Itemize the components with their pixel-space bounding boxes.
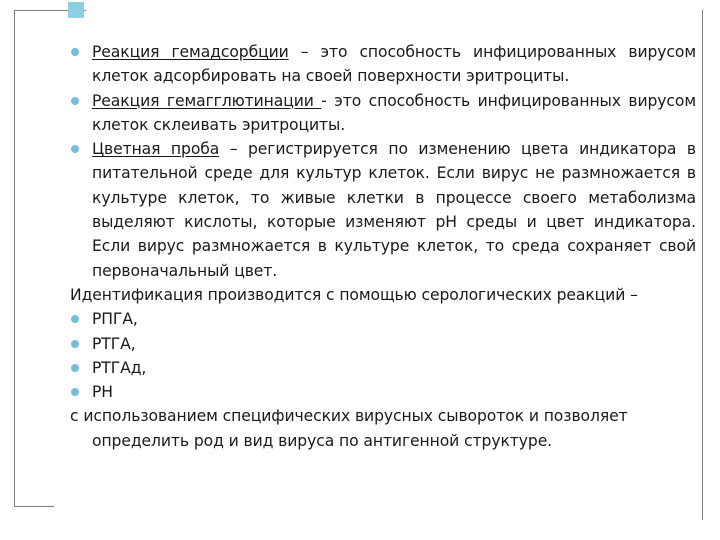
slide-content — [70, 40, 696, 453]
bullet-icon — [71, 340, 79, 348]
bullet-icon — [71, 388, 79, 396]
identification-text: Идентификация производится с помощью серологических реакций – — [70, 285, 638, 304]
frame-right-line — [702, 10, 703, 520]
reaction-item — [70, 332, 696, 356]
bullet-icon — [71, 145, 79, 153]
corner-square-decoration — [68, 2, 84, 18]
bullet-icon — [71, 315, 79, 323]
term-color-test: Цветная проба — [92, 140, 220, 159]
conclusion-line-1: с использованием специфических вирусных сывороток и позволяет — [70, 407, 628, 426]
reaction-item — [70, 380, 696, 404]
reaction-item — [70, 307, 696, 331]
conclusion-line-2: определить род и вид вируса по антигенной структуре. — [92, 431, 553, 450]
bullet-item-hemadsorption — [70, 40, 696, 89]
reaction-item — [70, 356, 696, 380]
definition-hemagglutination: - это способность инфицированных вирусом клеток склеивать эритроциты. — [92, 91, 696, 134]
bullet-icon — [71, 97, 79, 105]
bullet-item-hemagglutination — [70, 89, 696, 138]
frame-bottom-line — [14, 506, 54, 507]
frame-left-line — [14, 10, 15, 506]
reaction-label: РТГАд, — [92, 358, 147, 377]
bullet-item-color-test — [70, 137, 696, 283]
term-hemadsorption: Реакция гемадсорбции — [92, 43, 289, 61]
reaction-label: РТГА, — [92, 334, 136, 353]
definition-color-test: – регистрируется по изменению цвета индикатора в питательной среде для культур клеток. Если вирус не размножается в культуре клеток, то живые клетки в процессе своего метаболизма выделяют кислоты, которые изменяют рН среды и цвет индикатора. Если вирус размножается в культуре клеток, то среда сохраняет свой первоначальный цвет. — [92, 140, 696, 280]
bullet-icon — [71, 364, 79, 372]
reaction-label: РН — [92, 383, 113, 402]
bullet-icon — [71, 48, 79, 56]
definition-hemadsorption: – это способность инфицированных вирусом клеток адсорбировать на своей поверхности эритроциты. — [92, 43, 696, 86]
term-hemagglutination: Реакция гемагглютинации — [92, 91, 322, 110]
reaction-label: РПГА, — [92, 310, 138, 329]
